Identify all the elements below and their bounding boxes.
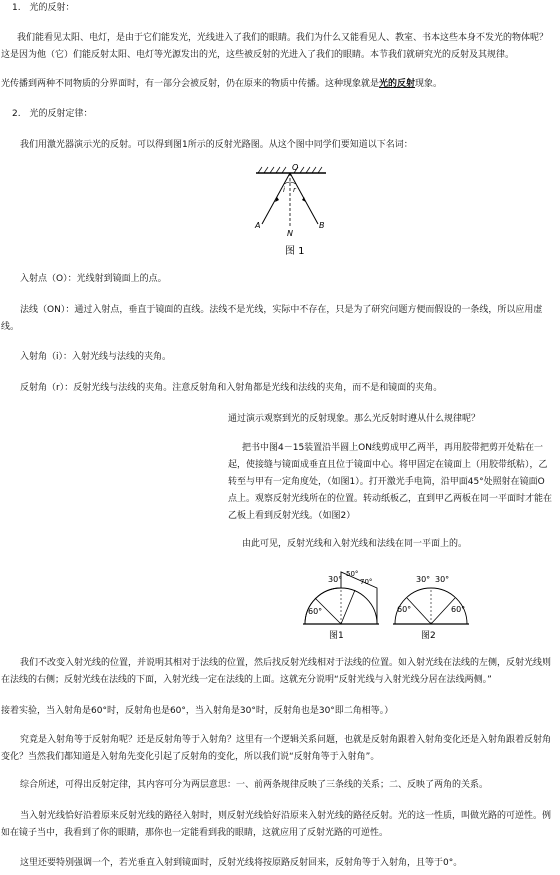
paragraph-perpendicular: 这里还要特别强调一个，若光垂直入射到镜面时，反射光线将按原路反射回来，反射角等于入射角，且等于0°。 [20, 858, 463, 868]
label-A: A [255, 221, 261, 230]
board-1 [303, 570, 379, 641]
paragraph-normal-sides: 我们不改变入射光线的位置，并说明其相对于法线的位置，然后找反射光线相对于法线的位置。如入射光线在法线的左侧，反射光线则在法线的右侧；反射光线在法线的下面，入射光线一定在法线的上面。这就充分说明“反射光线与入射光线分居在法线两侧。” [1, 658, 552, 685]
label-r: r [293, 186, 296, 194]
board-2-angle-30-right: 30° [435, 575, 450, 584]
label-B: B [319, 221, 325, 230]
figure-2-semicircle-boards [300, 562, 480, 646]
board-2-angle-30-left: 30° [416, 575, 431, 584]
paragraph-reversibility: 当入射光线恰好沿着原来反射光线的路径入射时，则反射光线恰好沿原来入射光线的路径反射。光的这一性质，叫做光路的可逆性。例如在镜子当中，我看到了你的眼睛，那你也一定能看到我的眼睛，这就应用了反射光路的可逆性。 [1, 811, 552, 838]
label-O: O [292, 163, 299, 172]
board-1-angle-50: 50° [346, 570, 359, 578]
paragraph-experiment: 把书中图4－15装置沿半圆上ON线剪成甲乙两半，再用胶带把剪开处粘在一起，使接缝与镜面成垂直且位于镜面中心。将甲固定在镜面上（用胶带纸粘），乙转至与甲有一定角度处，（如图1）。打开激光手电筒，沿甲面45°处照射在镜面O点上。观察反射光线所在的位置。转动纸板乙，直到甲乙两板在同一平面时才能在乙板上看到反射光线。（如图2） [228, 443, 553, 521]
section-title: 光的反射： [29, 3, 75, 13]
paragraph-summary: 综合所述，可得出反射定律，其内容可分为两层意思：一、前两条规律反映了三条线的关系；二、反映了两角的关系。 [20, 780, 489, 790]
reflection-end: 现象。 [415, 79, 443, 89]
definition-normal: 法线（ON）：通过入射点，垂直于镜面的直线。法线不是光线，实际中不存在，只是为了研究问题方便而假设的一条线，所以应用虚线。 [1, 305, 543, 332]
paragraph-conclusion-plane: 由此可见，反射光线和入射光线和法线在同一平面上的。 [242, 539, 468, 549]
figure-1-caption: 图 1 [285, 246, 305, 257]
section-title: 光的反射定律： [29, 109, 93, 119]
label-i: i [283, 186, 285, 194]
board-2 [393, 575, 469, 641]
board-1-angle-60: 60° [308, 607, 323, 616]
reflection-text: 光传播到两种不同物质的分界面时，有一部分会被反射，仍在原来的物质中传播。这种现象就是 [1, 79, 380, 89]
definition-incidence-point: 入射点（O）：光线射到镜面上的点。 [20, 274, 167, 284]
board-1-angle-70: 70° [360, 578, 373, 586]
paragraph-logic: 究竟是入射角等于反射角呢？还是反射角等于入射角？这里有一个逻辑关系问题，也就是反射角跟着入射角变化还是入射角跟着反射角变化？当然我们都知道是入射角先变化引起了反射角的变化，所以我们说“反射角等于入射角”。 [1, 735, 552, 762]
paragraph-intro: 我们能看见太阳、电灯，是由于它们能发光，光线进入了我们的眼睛。我们为什么又能看见人、教室、书本这些本身不发光的物体呢？这是因为他（它）们能反射太阳、电灯等光源发出的光，这些被反射的光进入了我们的眼睛。本节我们就研究光的反射及其规律。 [1, 33, 549, 60]
reflected-arrow [302, 197, 306, 202]
reflection-keyword: 光的反射 [379, 79, 416, 89]
board-1-reflected-ray [341, 590, 355, 624]
section-number: 1. [12, 3, 21, 13]
section-heading-1 [12, 0, 74, 17]
figure-2-caption-1: 图1 [329, 631, 344, 641]
label-N: N [287, 229, 293, 238]
paragraph-laser-demo: 我们用激光器演示光的反射。可以得到图1所示的反射光路图。从这个图中同学们要知道以下名词： [20, 140, 413, 150]
board-2-angle-60-left: 60° [397, 605, 412, 614]
board-1-angle-30: 30° [328, 575, 343, 584]
incident-ray [262, 173, 290, 224]
question-reflection-law: 通过演示观察到光的反射现象。那么光反射时遵从什么规律呢？ [228, 414, 481, 424]
figure-2-caption-2: 图2 [421, 631, 436, 641]
definition-incidence-angle: 入射角（i）：入射光线与法线的夹角。 [20, 352, 172, 362]
board-2-angle-60-right: 60° [451, 605, 466, 614]
paragraph-reflection-definition [1, 76, 557, 93]
figure-1-reflection-diagram [240, 162, 340, 260]
definition-reflection-angle: 反射角（r）：反射光线与法线的夹角。注意反射角和入射角都是光线和法线的夹角，而不是和镜面的夹角。 [20, 383, 443, 393]
paragraph-angles-equal: 接着实验，当入射角是60°时，反射角也是60°，当入射角是30°时，反射角也是30°即二角相等。） [1, 706, 394, 716]
section-number: 2. [12, 109, 21, 119]
section-heading-2 [12, 106, 92, 123]
mirror-hatching [258, 167, 322, 173]
